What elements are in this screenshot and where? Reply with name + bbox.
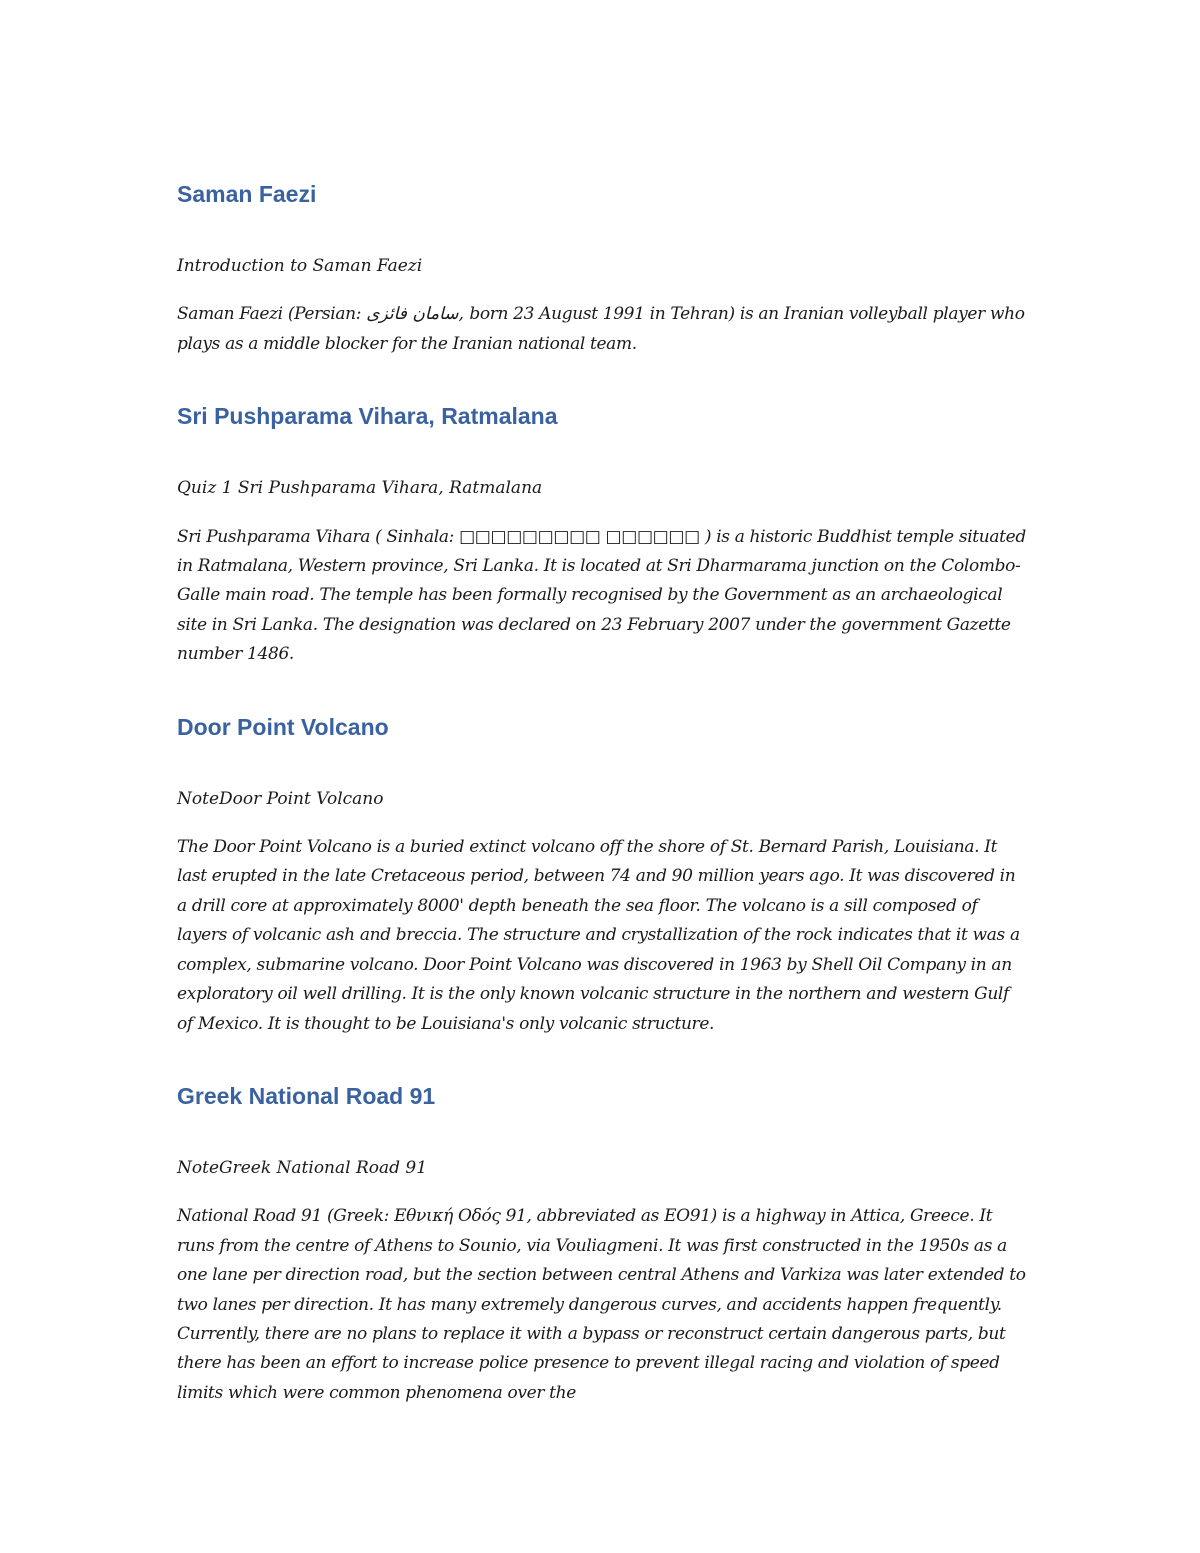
- section-door-point-volcano: [177, 709, 1027, 1039]
- document-page: [177, 176, 1027, 1408]
- section-heading: Sri Pushparama Vihara, Ratmalana: [177, 403, 558, 430]
- section-subtitle: Introduction to Saman Faezi: [177, 256, 423, 276]
- section-body: Sri Pushparama Vihara ( Sinhala: □□□□□□□□□ □□□□□□ ) is a historic Buddhist temple situated in Ratmalana, Western province, Sri Lanka. It is located at Sri Dharmarama junction on the Colombo-Galle main road. The temple has been formally recognised by the Government as an archaeological site in Sri Lanka. The designation was declared on 23 February 2007 under the government Gazette number 1486.: [177, 526, 1026, 665]
- section-body: National Road 91 (Greek: Εθνική Οδός 91, abbreviated as EO91) is a highway in Attica, Greece. It runs from the centre of Athens to Sounio, via Vouliagmeni. It was first constructed in the 1950s as a one lane per direction road, but the section between central Athens and Varkiza was later extended to two lanes per direction. It has many extremely dangerous curves, and accidents happen frequently. Currently, there are no plans to replace it with a bypass or reconstruct certain dangerous parts, but there has been an effort to increase police presence to prevent illegal racing and violation of speed limits which were common phenomena over the: [177, 1206, 1026, 1403]
- section-saman-faezi: [177, 176, 1027, 359]
- section-subtitle: Quiz 1 Sri Pushparama Vihara, Ratmalana: [177, 478, 543, 499]
- section-subtitle: NoteDoor Point Volcano: [177, 788, 384, 809]
- section-body: Saman Faezi (Persian: سامان فائزی, born 23 August 1991 in Tehran) is an Iranian volleyball player who plays as a middle blocker for the Iranian national team.: [177, 304, 1025, 354]
- section-subtitle: NoteGreek National Road 91: [177, 1157, 428, 1178]
- section-sri-pushparama-vihara: [177, 398, 1027, 669]
- section-heading: Door Point Volcano: [177, 713, 389, 740]
- section-greek-national-road-91: [177, 1078, 1027, 1408]
- section-body: The Door Point Volcano is a buried extinct volcano off the shore of St. Bernard Parish, Louisiana. It last erupted in the late Cretaceous period, between 74 and 90 million years ago. It was discovered in a drill core at approximately 8000' depth beneath the sea floor. The volcano is a sill composed of layers of volcanic ash and breccia. The structure and crystallization of the rock indicates that it was a complex, submarine volcano. Door Point Volcano was discovered in 1963 by Shell Oil Company in an exploratory oil well drilling. It is the only known volcanic structure in the northern and western Gulf of Mexico. It is thought to be Louisiana's only volcanic structure.: [177, 837, 1020, 1034]
- section-heading: Saman Faezi: [177, 181, 317, 207]
- section-heading: Greek National Road 91: [177, 1082, 436, 1109]
